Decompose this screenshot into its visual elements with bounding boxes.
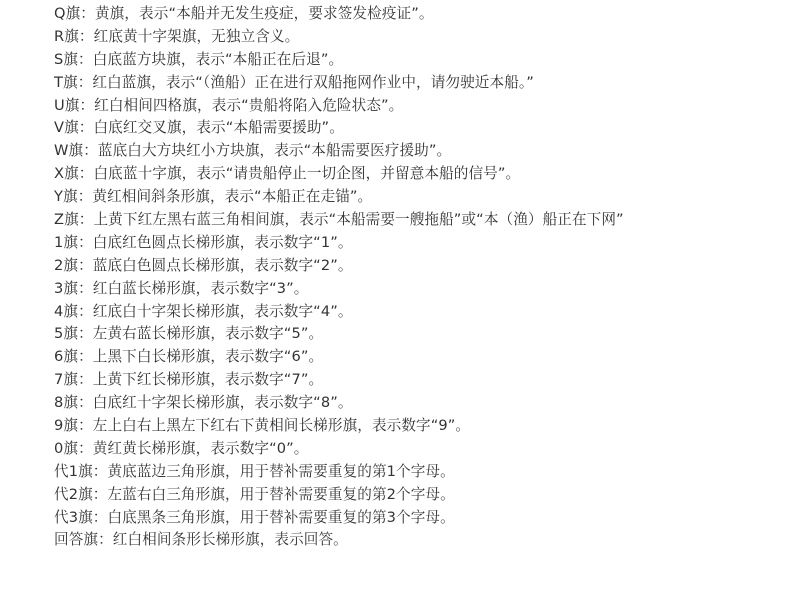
flag-3-line: 3旗：红白蓝长梯形旗，表示数字“3”。 bbox=[54, 279, 309, 297]
flag-1-line: 1旗：白底红色圆点长梯形旗，表示数字“1”。 bbox=[54, 233, 353, 251]
flag-signal-list bbox=[54, 3, 788, 552]
flag-v-line: V旗：白底红交叉旗，表示“本船需要援助”。 bbox=[54, 119, 344, 137]
answer-flag-line: 回答旗：红白相间条形长梯形旗，表示回答。 bbox=[54, 531, 348, 549]
flag-7-line: 7旗：上黄下红长梯形旗，表示数字“7”。 bbox=[54, 371, 324, 389]
flag-r-line: R旗：红底黄十字架旗，无独立含义。 bbox=[54, 27, 300, 45]
flag-2-line: 2旗：蓝底白色圆点长梯形旗，表示数字“2”。 bbox=[54, 256, 353, 274]
flag-q-line: Q旗：黄旗，表示“本船并无发生疫症，要求签发检疫证”。 bbox=[54, 5, 434, 22]
flag-u-line: U旗：红白相间四格旗，表示“贵船将陷入危险状态”。 bbox=[54, 96, 404, 114]
flag-9-line: 9旗：左上白右上黑左下红右下黄相间长梯形旗，表示数字“9”。 bbox=[54, 417, 471, 435]
flag-t-line: T旗：红白蓝旗，表示“（渔船）正在进行双船拖网作业中，请勿驶近本船。” bbox=[54, 73, 534, 91]
flag-w-line: W旗：蓝底白大方块红小方块旗，表示“本船需要医疗援助”。 bbox=[54, 142, 452, 160]
flag-s-line: S旗：白底蓝方块旗，表示“本船正在后退”。 bbox=[54, 50, 344, 68]
substitute-1-line: 代1旗：黄底蓝边三角形旗，用于替补需要重复的第1个字母。 bbox=[54, 462, 455, 480]
flag-6-line: 6旗：上黑下白长梯形旗，表示数字“6”。 bbox=[54, 348, 324, 366]
flag-y-line: Y旗：黄红相间斜条形旗，表示“本船正在走锚”。 bbox=[54, 188, 373, 206]
flag-4-line: 4旗：红底白十字架长梯形旗，表示数字“4”。 bbox=[54, 302, 353, 320]
flag-x-line: X旗：白底蓝十字旗，表示“请贵船停止一切企图，并留意本船的信号”。 bbox=[54, 165, 521, 183]
substitute-3-line: 代3旗：白底黑条三角形旗，用于替补需要重复的第3个字母。 bbox=[54, 508, 455, 526]
flag-z-line: Z旗：上黄下红左黑右蓝三角相间旗，表示“本船需要一艘拖船”或“本（渔）船正在下网” bbox=[54, 211, 624, 229]
substitute-2-line: 代2旗：左蓝右白三角形旗，用于替补需要重复的第2个字母。 bbox=[54, 485, 455, 503]
flag-5-line: 5旗：左黄右蓝长梯形旗，表示数字“5”。 bbox=[54, 325, 324, 343]
flag-0-line: 0旗：黄红黄长梯形旗，表示数字“0”。 bbox=[54, 439, 309, 457]
flag-8-line: 8旗：白底红十字架长梯形旗，表示数字“8”。 bbox=[54, 394, 353, 412]
